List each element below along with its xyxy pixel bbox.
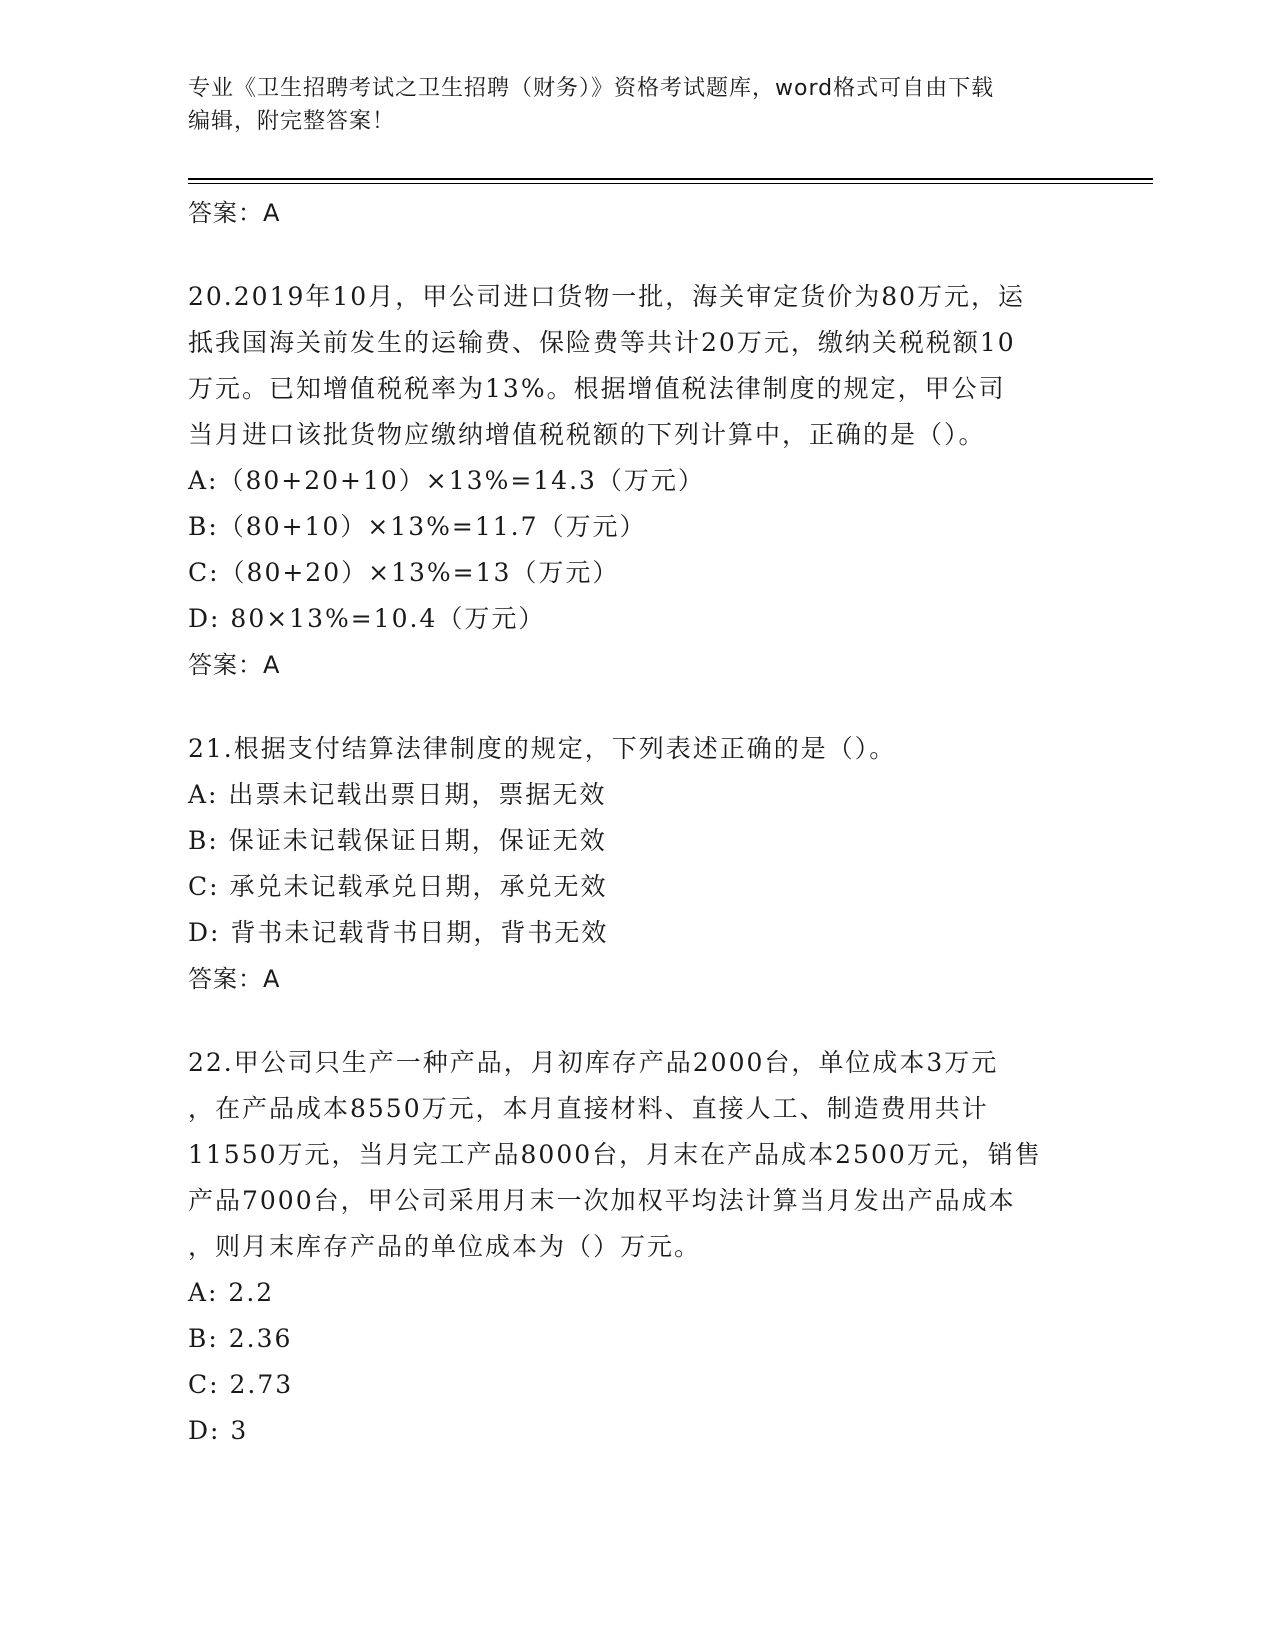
question-20-line-3: 万元。已知增值税税率为13%。根据增值税法律制度的规定，甲公司 xyxy=(188,374,1006,403)
question-22-option-a: A: 2.2 xyxy=(188,1278,275,1307)
question-21-stem xyxy=(188,726,1088,772)
question-21-option-c: C: 承兑未记载承兑日期，承兑无效 xyxy=(188,872,608,901)
header-line-1: 专业《卫生招聘考试之卫生招聘（财务）》资格考试题库，word格式可自由下载 xyxy=(188,76,995,101)
question-20-line-4: 当月进口该批货物应缴纳增值税税额的下列计算中，正确的是（）。 xyxy=(188,420,986,449)
question-20-line-2: 抵我国海关前发生的运输费、保险费等共计20万元，缴纳关税税额10 xyxy=(188,328,1016,357)
question-21 xyxy=(188,726,1088,1002)
header-rule-thick xyxy=(188,178,1153,180)
question-20-option-d: D: 80×13%=10.4（万元） xyxy=(188,604,546,633)
question-20 xyxy=(188,274,1088,688)
header-rule-thin xyxy=(188,183,1153,184)
question-22-option-c: C: 2.73 xyxy=(188,1370,294,1399)
question-21-option-a: A: 出票未记载出票日期，票据无效 xyxy=(188,780,607,809)
question-22-option-b: B: 2.36 xyxy=(188,1324,293,1353)
question-22-line-3: 11550万元，当月完工产品8000台，月末在产品成本2500万元，销售 xyxy=(188,1140,1042,1169)
question-22-line-1: 22.甲公司只生产一种产品，月初库存产品2000台，单位成本3万元 xyxy=(188,1048,999,1077)
page-header xyxy=(188,72,1088,138)
spacer xyxy=(188,1002,1088,1040)
question-22-line-5: ，则月末库存产品的单位成本为（）万元。 xyxy=(188,1232,702,1261)
question-20-option-a: A:（80+20+10）×13%=14.3（万元） xyxy=(188,466,705,495)
question-20-line-1: 20.2019年10月，甲公司进口货物一批，海关审定货价为80万元，运 xyxy=(188,282,1026,311)
question-22-stem xyxy=(188,1040,1088,1270)
spacer xyxy=(188,688,1088,726)
question-21-option-d: D: 背书未记载背书日期，背书无效 xyxy=(188,918,609,947)
answer-previous: 答案：A xyxy=(188,199,281,227)
header-line-2: 编辑，附完整答案！ xyxy=(188,109,396,134)
question-20-answer: 答案：A xyxy=(188,651,281,679)
question-list xyxy=(188,190,1088,1454)
question-21-option-b: B: 保证未记载保证日期，保证无效 xyxy=(188,826,607,855)
question-20-option-b: B:（80+10）×13%=11.7（万元） xyxy=(188,512,647,541)
question-22 xyxy=(188,1040,1088,1454)
question-21-line-1: 21.根据支付结算法律制度的规定，下列表述正确的是（）。 xyxy=(188,734,897,763)
spacer xyxy=(188,236,1088,274)
question-22-option-d: D: 3 xyxy=(188,1416,249,1445)
question-20-stem xyxy=(188,274,1088,458)
question-21-answer: 答案：A xyxy=(188,965,281,993)
question-20-option-c: C:（80+20）×13%=13（万元） xyxy=(188,558,620,587)
question-22-line-2: ，在产品成本8550万元，本月直接材料、直接人工、制造费用共计 xyxy=(188,1094,989,1123)
question-22-line-4: 产品7000台，甲公司采用月末一次加权平均法计算当月发出产品成本 xyxy=(188,1186,1016,1215)
